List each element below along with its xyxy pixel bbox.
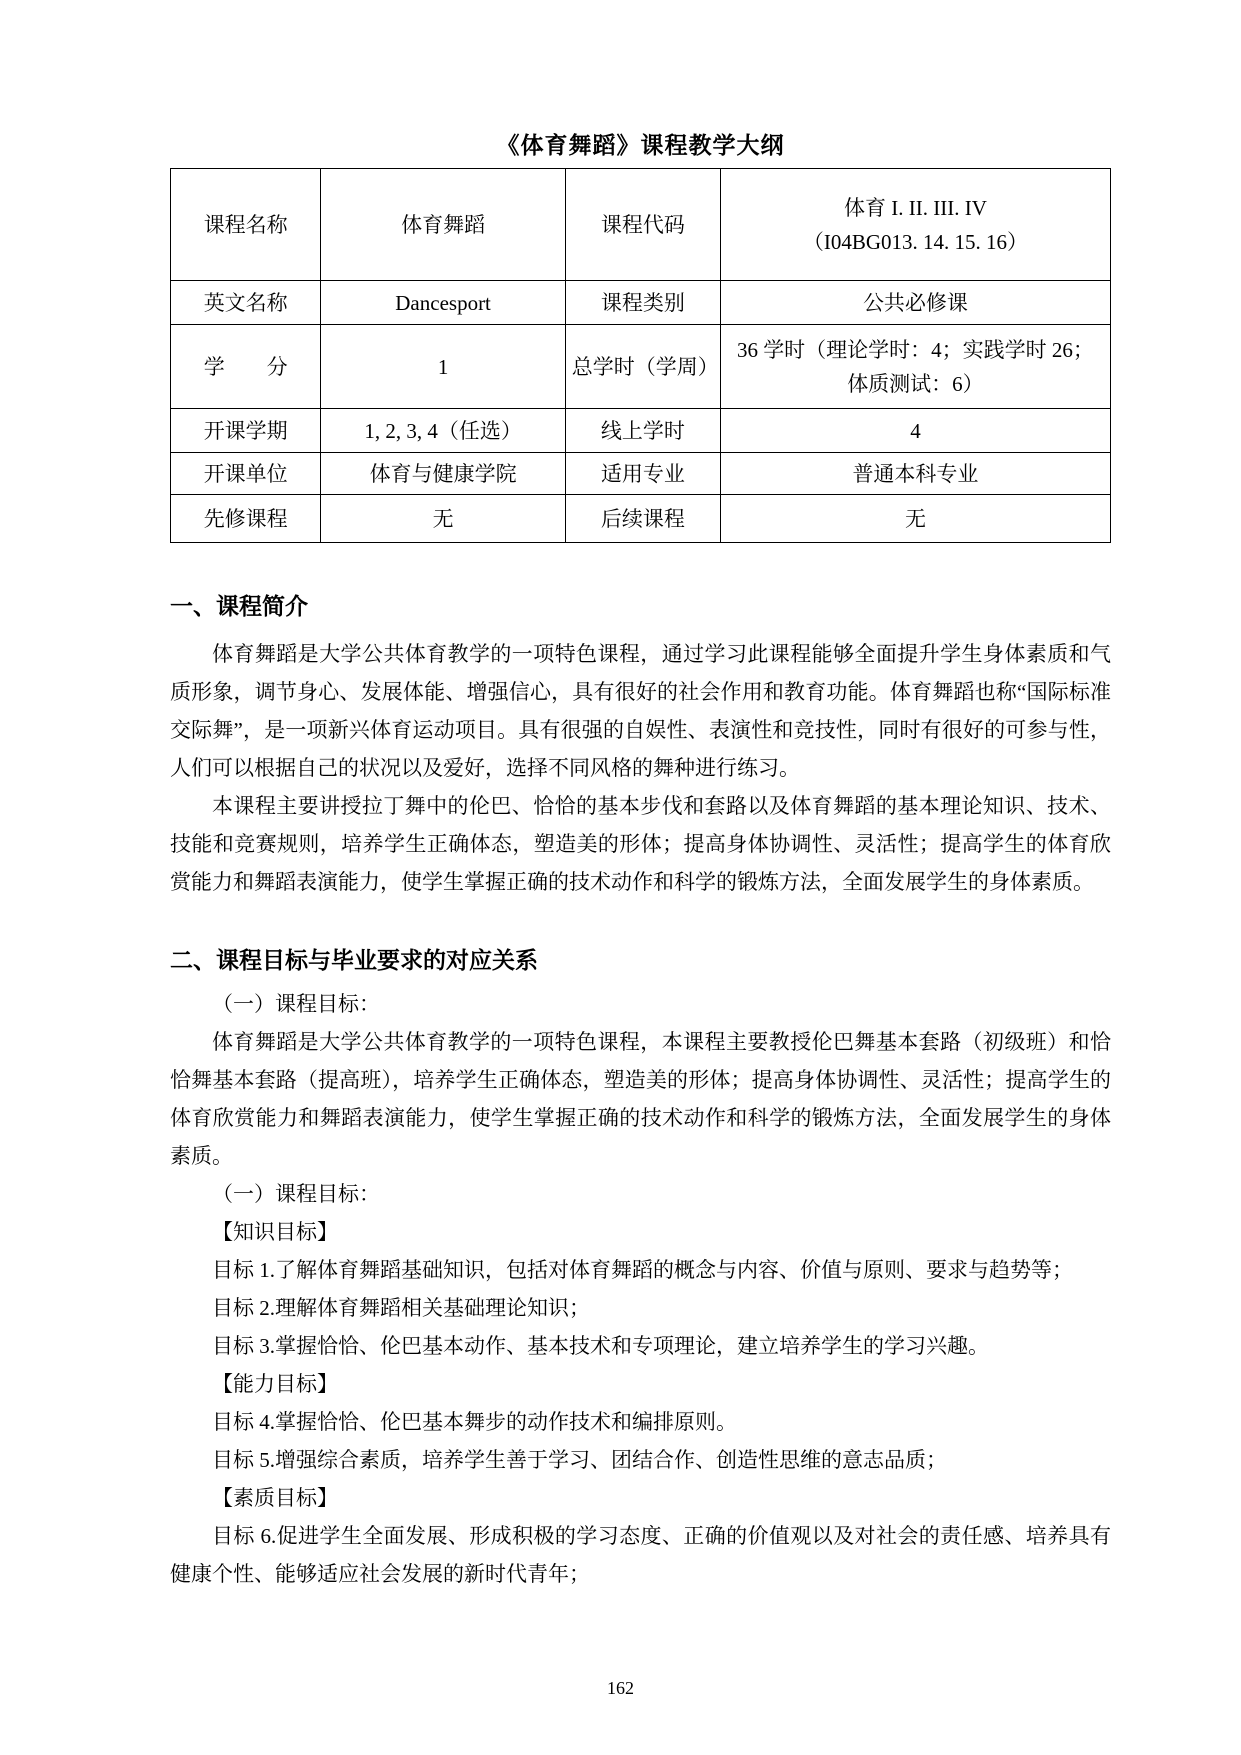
table-row — [171, 495, 1111, 543]
ability-goals-label: 【能力目标】 — [212, 1372, 338, 1396]
course-code-label: 课程代码 — [565, 169, 720, 281]
goal-item-2: 目标 2.理解体育舞蹈相关基础理论知识； — [212, 1296, 590, 1320]
table-row — [171, 281, 1111, 325]
page-content — [170, 130, 1111, 1593]
follow-up-value: 无 — [720, 495, 1110, 543]
credit-label: 学 分 — [171, 325, 321, 409]
offering-unit-label: 开课单位 — [171, 453, 321, 495]
semester-value: 1, 2, 3, 4（任选） — [321, 409, 565, 453]
section-intro-heading: 一、课程简介 — [170, 593, 308, 619]
applicable-major-label: 适用专业 — [565, 453, 720, 495]
table-row — [171, 453, 1111, 495]
intro-paragraph-2: 本课程主要讲授拉丁舞中的伦巴、恰恰的基本步伐和套路以及体育舞蹈的基本理论知识、技术、技能和竞赛规则，培养学生正确体态，塑造美的形体；提高身体协调性、灵活性；提高学生的体育欣赏能力和舞蹈表演能力，使学生掌握正确的技术动作和科学的锻炼方法，全面发展学生的身体素质。 — [170, 794, 1111, 894]
course-code-line1: 体育 I. II. III. IV — [844, 195, 987, 220]
goal-item-5: 目标 5.增强综合素质，培养学生善于学习、团结合作、创造性思维的意志品质； — [212, 1448, 947, 1472]
credit-value: 1 — [321, 325, 565, 409]
knowledge-goals-label: 【知识目标】 — [212, 1220, 338, 1244]
semester-label: 开课学期 — [171, 409, 321, 453]
course-info-table — [170, 168, 1111, 543]
document-title: 《体育舞蹈》课程教学大纲 — [496, 132, 785, 158]
prerequisite-value: 无 — [321, 495, 565, 543]
course-name-label: 课程名称 — [171, 169, 321, 281]
follow-up-label: 后续课程 — [565, 495, 720, 543]
page-number: 162 — [607, 1678, 634, 1698]
table-row — [171, 169, 1111, 281]
objectives-subheading: （一）课程目标： — [212, 992, 380, 1016]
table-row — [171, 409, 1111, 453]
section-objectives-heading: 二、课程目标与毕业要求的对应关系 — [170, 947, 538, 973]
table-row — [171, 325, 1111, 409]
course-code-value — [720, 169, 1110, 281]
course-name-value: 体育舞蹈 — [321, 169, 565, 281]
quality-goals-label: 【素质目标】 — [212, 1486, 338, 1510]
goal-item-3: 目标 3.掌握恰恰、伦巴基本动作、基本技术和专项理论，建立培养学生的学习兴趣。 — [212, 1334, 989, 1358]
prerequisite-label: 先修课程 — [171, 495, 321, 543]
total-hours-value: 36 学时（理论学时：4；实践学时 26；体质测试：6） — [720, 325, 1110, 409]
objectives-subheading-repeat: （一）课程目标： — [212, 1182, 380, 1206]
course-category-label: 课程类别 — [565, 281, 720, 325]
course-code-line2: （I04BG013. 14. 15. 16） — [802, 229, 1029, 254]
objectives-paragraph: 体育舞蹈是大学公共体育教学的一项特色课程，本课程主要教授伦巴舞基本套路（初级班）和恰恰舞基本套路（提高班），培养学生正确体态，塑造美的形体；提高身体协调性、灵活性；提高学生的体育欣赏能力和舞蹈表演能力，使学生掌握正确的技术动作和科学的锻炼方法，全面发展学生的身体素质。 — [170, 1030, 1111, 1168]
applicable-major-value: 普通本科专业 — [720, 453, 1110, 495]
online-hours-value: 4 — [720, 409, 1110, 453]
intro-paragraph-1: 体育舞蹈是大学公共体育教学的一项特色课程，通过学习此课程能够全面提升学生身体素质和气质形象，调节身心、发展体能、增强信心，具有很好的社会作用和教育功能。体育舞蹈也称“国际标准交际舞”，是一项新兴体育运动项目。具有很强的自娱性、表演性和竞技性，同时有很好的可参与性，人们可以根据自己的状况以及爱好，选择不同风格的舞种进行练习。 — [170, 642, 1111, 780]
goal-item-6: 目标 6.促进学生全面发展、形成积极的学习态度、正确的价值观以及对社会的责任感、培养具有健康个性、能够适应社会发展的新时代青年； — [170, 1524, 1111, 1586]
offering-unit-value: 体育与健康学院 — [321, 453, 565, 495]
english-name-label: 英文名称 — [171, 281, 321, 325]
goal-item-1: 目标 1.了解体育舞蹈基础知识，包括对体育舞蹈的概念与内容、价值与原则、要求与趋势等； — [212, 1258, 1073, 1282]
total-hours-label: 总学时（学周） — [565, 325, 720, 409]
course-category-value: 公共必修课 — [720, 281, 1110, 325]
english-name-value: Dancesport — [321, 281, 565, 325]
goal-item-4: 目标 4.掌握恰恰、伦巴基本舞步的动作技术和编排原则。 — [212, 1410, 737, 1434]
online-hours-label: 线上学时 — [565, 409, 720, 453]
